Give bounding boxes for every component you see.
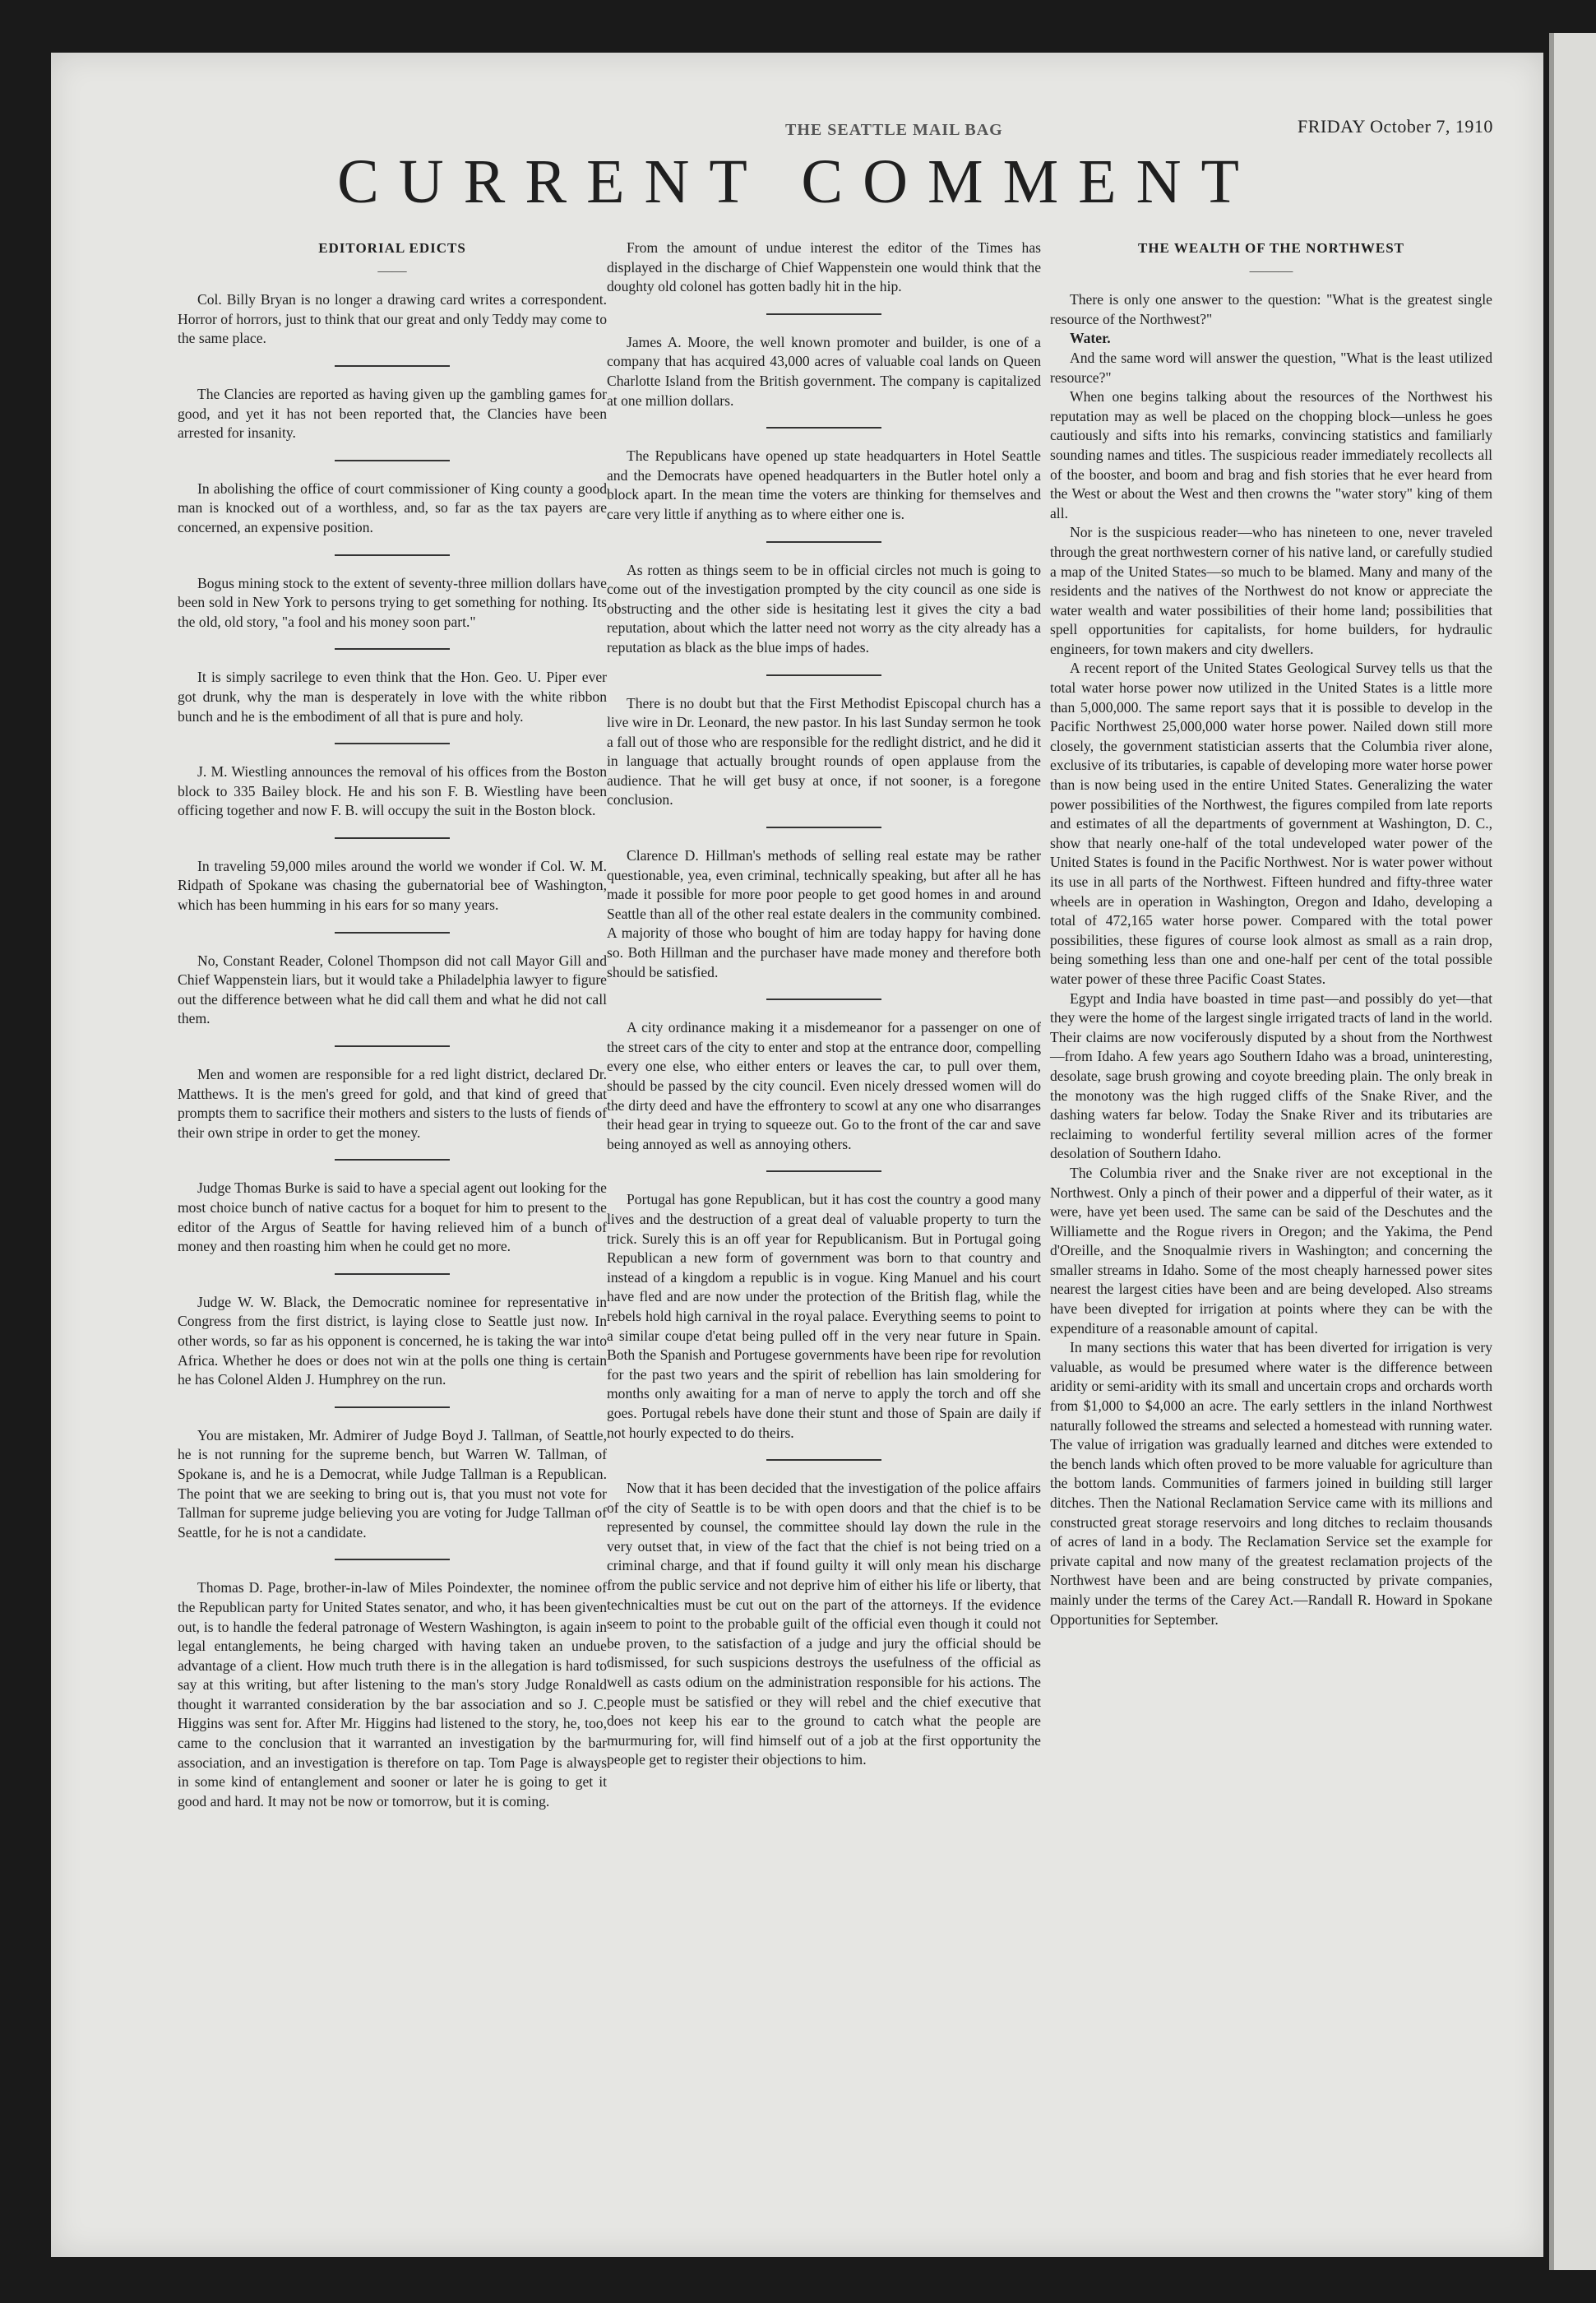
article-paragraph: Col. Billy Bryan is no longer a drawing card writes a correspondent. Horror of horrors, just to think that our great and only Teddy may come to the same place. bbox=[178, 291, 607, 347]
article-paragraph: In traveling 59,000 miles around the world we wonder if Col. W. M. Ridpath of Spokane was chasing the gubernatorial bee of Washington, which has been humming in his ears for so many years. bbox=[178, 857, 607, 914]
separator-rule bbox=[335, 1159, 450, 1161]
article-paragraph: The Columbia river and the Snake river are not exceptional in the Northwest. Only a pinch of their power and a dipperful of their water, as it were, have yet been used. The same can be said of the Deschutes and the Williamette and the Rogue rivers in Oregon; and the Yakima, the Pend d'Oreille, and the Snoqualmie rivers in Washington; and concerning the smaller streams in Idaho. Some of the most cheaply harnessed power sites nearest the largest cities have been and are being developed. Also streams have been divepted for irrigation at points where they can be with the expenditure of a reasonable amount of capital. bbox=[1050, 1164, 1492, 1337]
article-paragraph: Judge W. W. Black, the Democratic nominee for representative in Congress from the first district, is laying close to Seattle just now. In other words, so far as his opponent is concerned, he is taking the war into Africa. Whether he does or does not win at the polls one thing is certain he has Colonel Alden J. Humphrey on the run. bbox=[178, 1293, 607, 1388]
separator-rule bbox=[335, 837, 450, 839]
separator-rule bbox=[335, 1559, 450, 1560]
heading-dash: —— bbox=[377, 262, 407, 279]
article-paragraph: You are mistaken, Mr. Admirer of Judge Boyd J. Tallman, of Seattle, he is not running for the supreme bench, but Warren W. Tallman, of Spokane is, and he is a Democrat, while Judge Tallman is a Republican. The point that we are seeking to bring out is, that you must not vote for Tallman for supreme judge believing you are voting for Judge Tallman of Seattle, for he is not a candidate. bbox=[178, 1426, 607, 1541]
article-paragraph: Now that it has been decided that the investigation of the police affairs of the city of Seattle is to be with open doors and that the chief is to be represented by counsel, the committee should lay down the rule in the very outset that, in view of the fact that the chief is not being tried on a criminal charge, and that if found guilty it will only mean his discharge from the public service and not deprive him of either his life or liberty, that technicalties must be cut out on the part of the attorneys. If the evidence seem to point to the probable guilt of the official even though it could not be proven, to the satisfaction of a judge and jury the official should be dismissed, for such suspicions destroys the usefulness of the official as well as casts odium on the administration responsible for his actions. The people must be satisfied or they will rebel and the chief executive that does not keep his ear to the ground to catch what the people are murmuring for, will find himself out of a job at the first opportunity the people get to register their objections to him. bbox=[607, 1480, 1041, 1768]
separator-rule bbox=[766, 827, 881, 828]
article-paragraph: The Republicans have opened up state headquarters in Hotel Seattle and the Democrats have opened headquarters in the Butler hotel only a block apart. In the mean time the voters are thinking for themselves and care very little if anything as to where either one is. bbox=[607, 447, 1041, 522]
separator-rule bbox=[766, 1170, 881, 1172]
article-paragraph: A recent report of the United States Geological Survey tells us that the total water horse power now utilized in the United States is a little more than 5,000,000. The same report says that it is possible to develop in the Pacific Northwest 25,000,000 water horse power. Nailed down still more closely, the government statistician asserts that the Columbia river alone, exclusive of its tributaries, is capable of developing more water horse power than is now being used in the entire United States. Generalizing the water power possibilities of the Northwest, the figures compiled from late reports and estimates of all the departments of government at Washington, D. C., show that nearly one-half of the total undeveloped water power of the United States is found in the Pacific Northwest. Nor is water power without its use in all parts of the Northwest. Fifteen hundred and fifty-three water wheels are in operation in Washington, Oregon and Idaho, developing a total of 472,165 water horse power. Compared with the total power possibilities, these figures of course look almost as small as a rain drop, being something less than one and one-half per cent of the total possible water power of these three Pacific Coast States. bbox=[1050, 660, 1492, 987]
heading-dash: ——— bbox=[1249, 262, 1293, 279]
separator-rule bbox=[335, 460, 450, 461]
adjacent-page-edge bbox=[1549, 33, 1596, 2270]
article-emphasis: Water. bbox=[1070, 330, 1111, 347]
separator-rule bbox=[335, 743, 450, 744]
article-paragraph: There is no doubt but that the First Methodist Episcopal church has a live wire in Dr. Leonard, the new pastor. In his last Sunday sermon he took a fall out of those who are responsible for the redlight district, and he did it in language that actually brought rounds of open applause from the audience. That he will get busy at once, if not sooner, is a foregone conclusion. bbox=[607, 694, 1041, 809]
article-paragraph: The Clancies are reported as having given up the gambling games for good, and yet it has not been reported that, the Clancies have been arrested for insanity. bbox=[178, 385, 607, 442]
separator-rule bbox=[335, 1273, 450, 1275]
article-paragraph: From the amount of undue interest the editor of the Times has displayed in the discharge of Chief Wappenstein one would think that the doughty old colonel has gotten badly hit in the hip. bbox=[607, 239, 1041, 295]
article-paragraph: A city ordinance making it a misdemeanor for a passenger on one of the street cars of the city to enter and stop at the entrance door, compelling every one else, who either enters or leaves the car, to pull over them, should be passed by the city council. Even nicely dressed women will do the dirty deed and have the effrontery to scowl at any one who disarranges their head gear in trying to squeeze out. Go to the front of the car and save being annoyed as well as annoying others. bbox=[607, 1019, 1041, 1152]
article-paragraph: In abolishing the office of court commissioner of King county a good man is knocked out of a worthless, and, so far as the tax payers are concerned, an expensive position. bbox=[178, 480, 607, 535]
separator-rule bbox=[335, 1406, 450, 1408]
separator-rule bbox=[335, 648, 450, 650]
column-middle bbox=[607, 239, 1041, 1770]
column-editorial-edicts bbox=[178, 239, 607, 1811]
article-paragraph: Judge Thomas Burke is said to have a special agent out looking for the most choice bunch of native cactus for a boquet for him to present to the editor of the Argus of Seattle for having relieved him of a bunch of money and then roasting him when he could get no more. bbox=[178, 1179, 607, 1255]
article-paragraph: Portugal has gone Republican, but it has cost the country a good many lives and the destruction of a great deal of valuable property to turn the trick. Surely this is an off year for Republicanism. But in Portugal going Republican a new form of government was born to that country and instead of a kingdom a republic is in vogue. King Manuel and his court have fled and are now under the protection of the British flag, while the rebels hold high carnival in the royal palace. Everything seems to point to a similar coupe d'etat being pulled off in the very near future in Spain. Both the Spanish and Portugese governments have been ripe for revolution for the past two years and the spirit of rebellion has lain smoldering for months only awaiting for a man of nerve to apply the torch and off she goes. Portugal rebels have done their stunt and those of Spain are daily if not hourly expected to do theirs. bbox=[607, 1191, 1041, 1441]
separator-rule bbox=[335, 932, 450, 934]
article-paragraph: Nor is the suspicious reader—who has nineteen to one, never traveled through the great northwestern corner of his native land, or carefully studied a map of the United States—so much to be blamed. Many and many of the residents and the natives of the Northwest do not know or appreciate the water wealth and water possibilities of their home land; possibilities that spell opportunities for capitalists, for home builders, for hydraulic engineers, for town makers and city dwellers. bbox=[1050, 524, 1492, 657]
article-paragraph: Clarence D. Hillman's methods of selling real estate may be rather questionable, yea, even criminal, technically speaking, but after all he has made it possible for more poor people to get good homes in and around Seattle than all of the other real estate dealers in the community combined. A majority of those who bought of him are today happy for having done so. Both Hillman and the purchaser have made money and therefore both should be satisfied. bbox=[607, 847, 1041, 980]
masthead-running-head: THE SEATTLE MAIL BAG bbox=[785, 121, 1003, 139]
separator-rule bbox=[766, 427, 881, 429]
article-paragraph: In many sections this water that has been diverted for irrigation is very valuable, as would be presumed where water is the difference between aridity or semi-aridity with its small and uncertain crops and orchards worth from $1,000 to $4,000 an acre. The early settlers in the inland Northwest naturally followed the streams and selected a homestead with running water. The value of irrigation was gradually learned and ditches were extended to the bench lands which often proved to be more valuable for agriculture than the bottom lands. Communities of farmers joined in building still larger ditches. Then the National Reclamation Service came with its millions and constructed great storage reservoirs and long ditches to reclaim thousands of acres of land in a body. The Reclamation Service set the example for private capital and now many of the greatest reclamation projects of the Northwest have been and are being constructed by private companies, mainly under the terms of the Carey Act.—Randall R. Howard in Spokane Opportunities for September. bbox=[1050, 1339, 1492, 1628]
article-paragraph: James A. Moore, the well known promoter and builder, is one of a company that has acquired 43,000 acres of valuable coal lands on Queen Charlotte Island from the British government. The company is capitalized at one million dollars. bbox=[607, 333, 1041, 409]
article-paragraph: And the same word will answer the question, "What is the least utilized resource?" bbox=[1050, 349, 1492, 386]
column-heading: THE WEALTH OF THE NORTHWEST bbox=[1138, 240, 1404, 256]
article-paragraph: J. M. Wiestling announces the removal of his offices from the Boston block to 335 Bailey block. He and his son F. B. Wiestling have been officing together and now F. B. will occupy the suit in the Boston block. bbox=[178, 763, 607, 819]
article-paragraph: No, Constant Reader, Colonel Thompson did not call Mayor Gill and Chief Wappenstein liars, but it would take a Philadelphia lawyer to figure out the difference between what he did call them and what he did not call them. bbox=[178, 952, 607, 1027]
article-paragraph: It is simply sacrilege to even think that the Hon. Geo. U. Piper ever got drunk, why the man is desperately in love with the white ribbon bunch and he is the embodiment of all that is pure and holy. bbox=[178, 669, 607, 725]
article-paragraph: Men and women are responsible for a red light district, declared Dr. Matthews. It is the men's greed for gold, and that kind of greed that prompts them to sacrifice their mothers and sisters to the lusts of fiends of their own stripe in order to get the money. bbox=[178, 1066, 607, 1141]
separator-rule bbox=[766, 541, 881, 543]
separator-rule bbox=[766, 1459, 881, 1461]
column-wealth-of-northwest bbox=[1050, 239, 1492, 1629]
article-paragraph: As rotten as things seem to be in official circles not much is going to come out of the investigation prompted by the city council as one side is obstructing and the other side is hesitating lest it gives the city a bad reputation, about which the latter need not worry as the city already has a reputation as black as the blue imps of hades. bbox=[607, 561, 1041, 656]
column-heading: EDITORIAL EDICTS bbox=[318, 240, 466, 256]
page-title: CURRENT COMMENT bbox=[337, 147, 1259, 216]
article-paragraph: Thomas D. Page, brother-in-law of Miles Poindexter, the nominee of the Republican party for United States senator, and who, it has been given out, is to handle the federal patronage of Western Washington, is again in legal entanglements, he being charged with having taken an undue advantage of a client. How much truth there is in the allegation is hard to say at this writing, but after listening to the man's story Judge Ronald thought it warranted consideration by the bar association and so J. C. Higgins was sent for. After Mr. Higgins had listened to the story, he, too, came to the conclusion that it warranted an investigation by the bar association, and an investigation is therefore on tap. Tom Page is always in some kind of entanglement and sooner or later he is going to get it good and hard. It may not be now or tomorrow, but it is coming. bbox=[178, 1579, 607, 1810]
article-paragraph: Bogus mining stock to the extent of seventy-three million dollars have been sold in New York to persons trying to get something for nothing. Its the old, old story, "a fool and his money soon part." bbox=[178, 574, 607, 630]
separator-rule bbox=[335, 1045, 450, 1047]
issue-date: FRIDAY October 7, 1910 bbox=[1298, 116, 1493, 137]
article-paragraph: Egypt and India have boasted in time past—and possibly do yet—that they were the home of the largest single irrigated tracts of land in the world. Their claims are now vociferously disputed by a shout from the Northwest—from Idaho. A few years ago Southern Idaho was a broad, uninteresting, desolate, sage brush growing and coyote breeding plain. The only break in the monotony was the high rugged cliffs of the Snake River, and the dashing waters far below. Today the Snake River and its tributaries are reclaiming to wonderful fertility several million acres of the former desolation of Southern Idaho. bbox=[1050, 989, 1492, 1162]
separator-rule bbox=[766, 674, 881, 676]
article-paragraph: When one begins talking about the resources of the Northwest his reputation may as well be placed on the chopping block—unless he goes cautiously and sifts into his remarks, convincing statistics and familiarly sounding names and titles. The suspicious reader immediately recollects all of the booster, and boom and brag and fish stories that he ever heard from the West or about the West and then crowns the "water story" king of them all. bbox=[1050, 388, 1492, 521]
separator-rule bbox=[335, 554, 450, 556]
separator-rule bbox=[766, 999, 881, 1000]
separator-rule bbox=[766, 313, 881, 315]
separator-rule bbox=[335, 365, 450, 367]
article-intro: There is only one answer to the question: "What is the greatest single resource of the Northwest?" bbox=[1050, 291, 1492, 327]
